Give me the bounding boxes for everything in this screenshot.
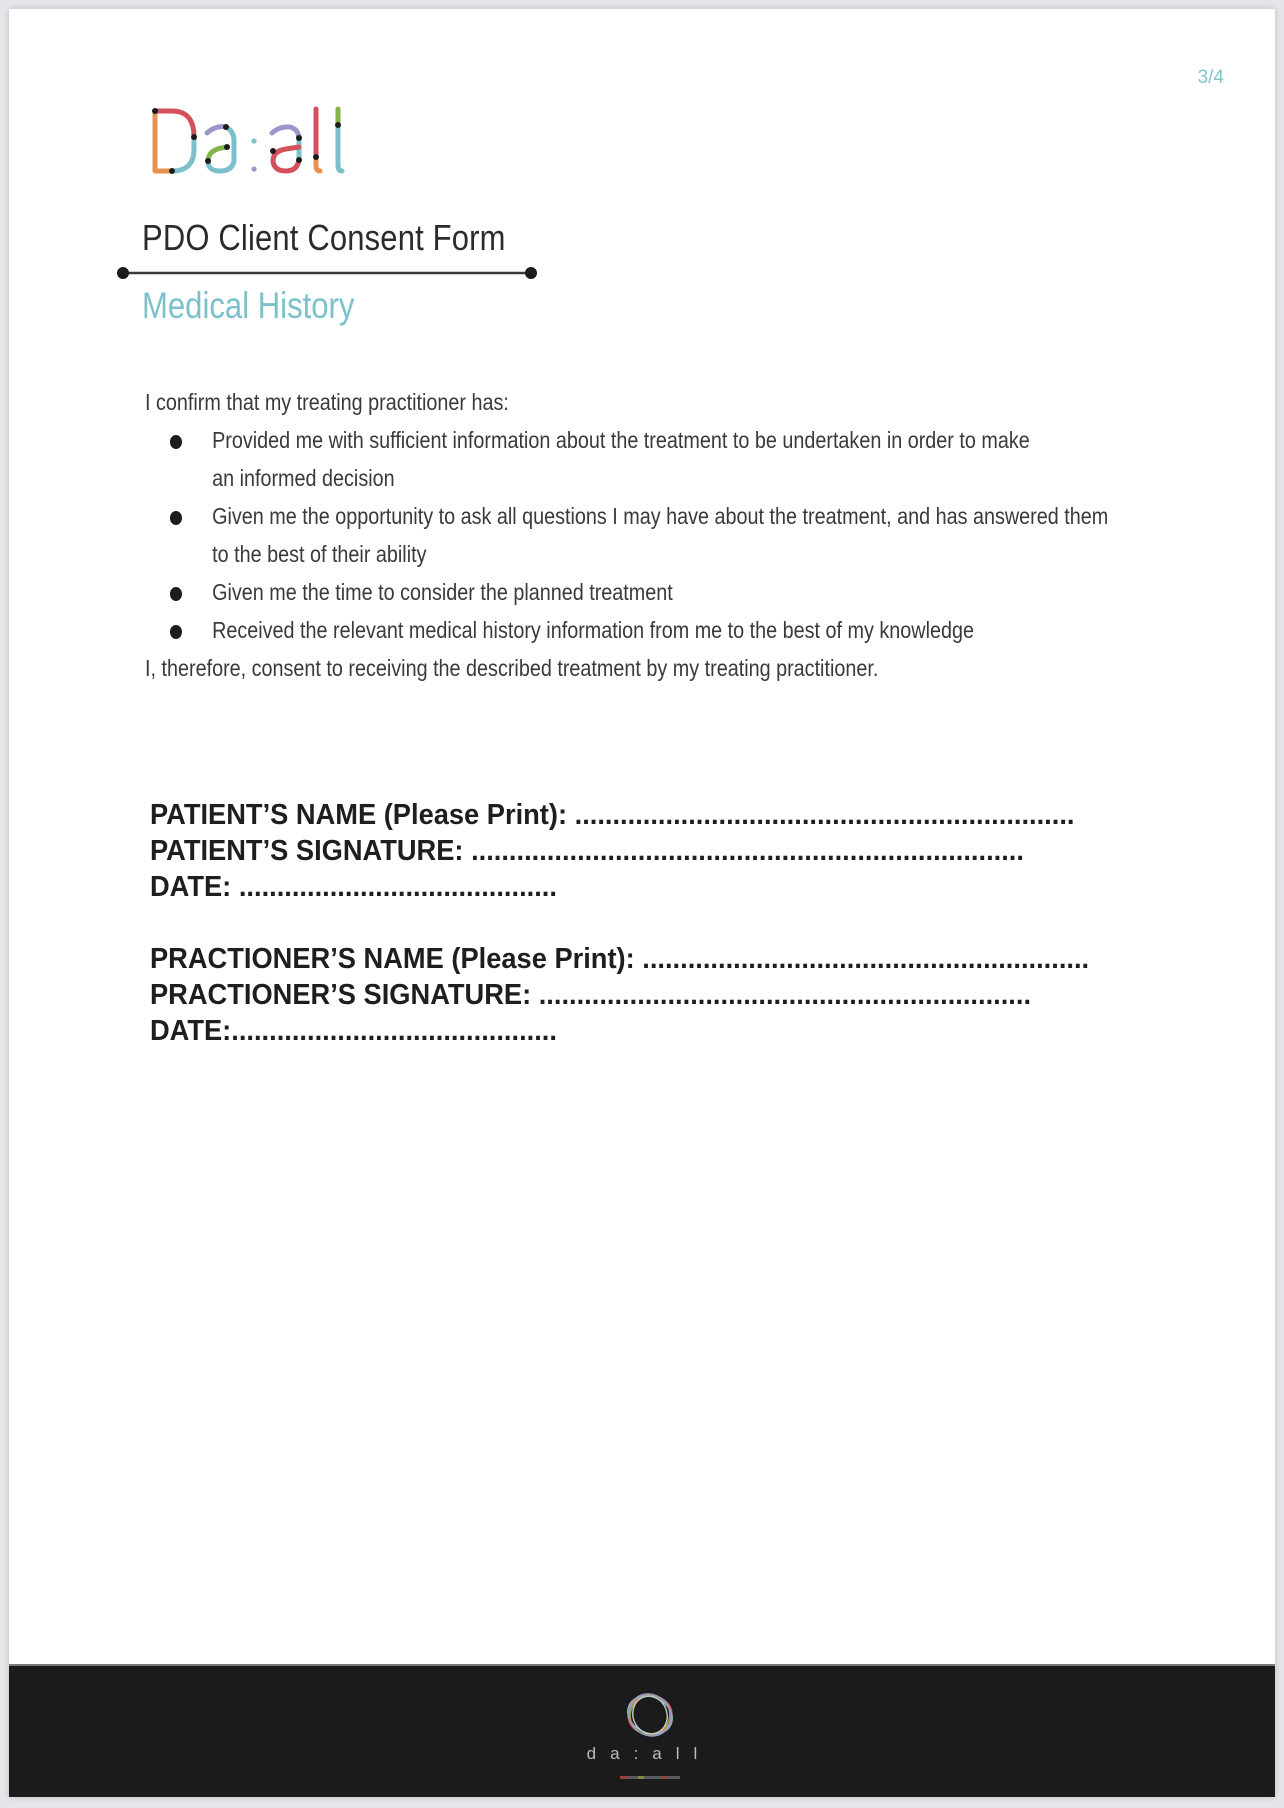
patient-date-field[interactable] [150, 869, 1074, 905]
consent-bullet [145, 573, 1108, 611]
dot-leader: .......................................... [238, 871, 557, 903]
patient-signature-label: PATIENT’S SIGNATURE: [150, 835, 472, 867]
consent-text [145, 383, 1108, 687]
bullet-line: Given me the time to consider the planned treatment [212, 579, 673, 605]
bullet-line: an informed decision [212, 465, 395, 491]
practitioner-date-label: DATE: [150, 1015, 232, 1047]
bullet-dot-icon [170, 625, 182, 639]
bullet-dot-icon [170, 511, 182, 525]
bullet-dot-icon [170, 587, 182, 601]
patient-signature-field[interactable] [150, 833, 1074, 869]
bullet-line: Received the relevant medical history information from me to the best of my knowledge [212, 617, 974, 643]
dot-leader: ........................................................... [642, 943, 1090, 975]
practitioner-name-field[interactable] [150, 941, 1089, 977]
patient-date-label: DATE: [150, 871, 239, 903]
page-number: 3/4 [1197, 67, 1224, 88]
section-title: Medical History [142, 285, 355, 326]
title-divider [115, 265, 539, 281]
dot-leader: ................................................................. [538, 979, 1032, 1011]
consent-bullet [145, 611, 1108, 649]
footer-wordmark: da:all [586, 1744, 712, 1763]
consent-bullet-list [145, 421, 1108, 649]
practitioner-signature-label: PRACTIONER’S SIGNATURE: [150, 979, 539, 1011]
page-footer [9, 1664, 1275, 1797]
practitioner-name-label: PRACTIONER’S NAME (Please Print): [150, 943, 643, 975]
bullet-dot-icon [170, 435, 182, 449]
bullet-line: Provided me with sufficient information about the treatment to be undertaken in order to make [212, 427, 1030, 453]
patient-name-field[interactable] [150, 797, 1074, 833]
consent-bullet [145, 421, 1108, 497]
dot-leader: ........................................... [231, 1015, 557, 1047]
bullet-line: to the best of their ability [212, 541, 427, 567]
consent-intro: I confirm that my treating practitioner has: [145, 389, 509, 415]
consent-outro: I, therefore, consent to receiving the described treatment by my treating practitioner. [145, 655, 879, 681]
daall-ring-emblem-icon [622, 1690, 678, 1740]
practitioner-date-field[interactable] [150, 1013, 1089, 1049]
practitioner-signature-block [150, 941, 1089, 1049]
document-page [9, 9, 1275, 1797]
practitioner-signature-field[interactable] [150, 977, 1089, 1013]
daall-logo [142, 105, 352, 189]
document-title: PDO Client Consent Form [142, 217, 506, 258]
dot-leader: .................................................................. [574, 799, 1075, 831]
footer-tagline-decoration [620, 1776, 680, 1779]
consent-bullet [145, 497, 1108, 573]
patient-signature-block [150, 797, 1074, 905]
bullet-line: Given me the opportunity to ask all questions I may have about the treatment, and has answered them [212, 503, 1109, 529]
dot-leader: ......................................................................... [471, 835, 1024, 867]
patient-name-label: PATIENT’S NAME (Please Print): [150, 799, 575, 831]
